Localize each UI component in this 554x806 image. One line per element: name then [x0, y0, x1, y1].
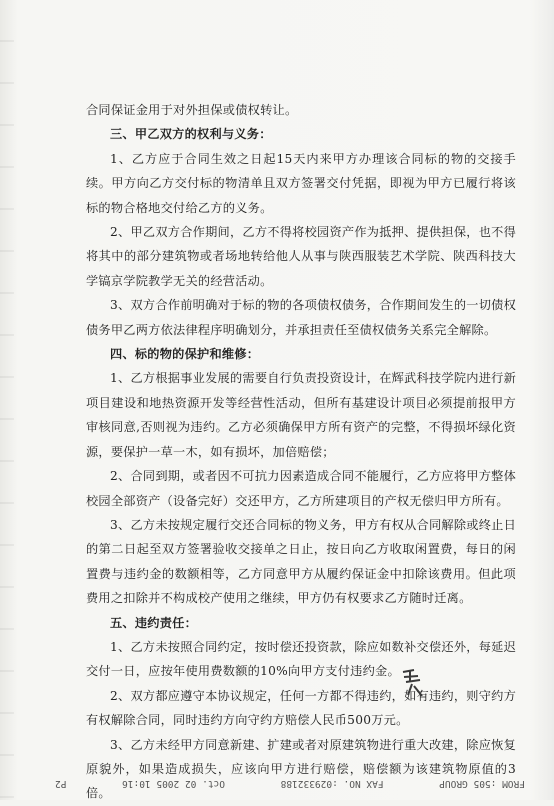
fax-number: FAX NO. :029332188	[280, 778, 384, 790]
fax-header-footer	[55, 776, 525, 792]
seal-fragment-icon	[400, 668, 430, 698]
section-heading-liability: 五、违约责任：	[110, 615, 198, 630]
clause-5-1: 1、乙方未按照合同约定，按时偿还投资款，除应如数补交偿还外，每延迟交付一日，应按年使用费数额的10%向甲方支付违约金。	[86, 639, 517, 679]
clause-3-2: 2、甲乙双方合作期间，乙方不得将校园资产作为抵押、提供担保，也不得将其中的部分建筑物或者场地转给他人从事与陕西服装艺术学院、陕西科技大学镐京学院教学无关的经营活动。	[86, 225, 517, 288]
clause-3-3: 3、双方合作前明确对于标的物的各项债权债务，合作期间发生的一切债权债务甲乙两方依法律程序明确划分，并承担责任至债权债务关系完全解除。	[86, 298, 517, 337]
contract-text	[86, 98, 516, 806]
fax-from: FROM :505 GROUP	[439, 778, 525, 790]
scan-edge-marks	[0, 0, 14, 800]
paragraph-continuation: 合同保证金用于对外担保或债权转让。	[86, 103, 298, 117]
clause-4-2: 2、合同到期，或者因不可抗力因素造成合同不能履行，乙方应将甲方整体校园全部资产（设备完好）交还甲方，乙方所建项目的产权无偿归甲方所有。	[86, 469, 517, 508]
fax-page: P2	[55, 778, 67, 790]
fax-date: Oct. 02 2005 10:16	[122, 778, 226, 790]
clause-5-3: 3、乙方未经甲方同意新建、扩建或者对原建筑物进行重大改建，除应恢复原貌外，如果造成损失，应该向甲方进行赔偿，赔偿额为该建筑物原值的3倍。	[86, 737, 517, 801]
clause-4-1: 1、乙方根据事业发展的需要自行负责投资设计，在辉武科技学院内进行新项目建设和地热资源开发等经营性活动，但所有基建设计项目必须提前报甲方审核同意,否则视为违约。乙方必须确保甲方所有资产的完整，不得损坏绿化资源，要保护一草一木，如有损坏，加倍赔偿；	[86, 371, 517, 459]
section-heading-protection-maintenance: 四、标的物的保护和维修：	[110, 347, 260, 362]
clause-4-3: 3、乙方未按规定履行交还合同标的物义务，甲方有权从合同解除或终止日的第二日起至双方签署验收交接单之日止，按日向乙方收取闲置费，每日的闲置费与违约金的数额相等，乙方同意甲方从履约保证金中扣除该费用。但此项费用之扣除并不构成校产使用之继续，甲方仍有权要求乙方随时迁离。	[86, 517, 517, 606]
clause-3-1: 1、乙方应于合同生效之日起15天内来甲方办理该合同标的物的交接手续。甲方向乙方交付标的物清单且双方签署交付凭据，即视为甲方已履行将该标的物合格地交付给乙方的义务。	[86, 151, 516, 215]
section-heading-rights-obligations: 三、甲乙双方的权利与义务：	[110, 127, 272, 142]
clause-5-2: 2、双方都应遵守本协议规定，任何一方都不得违约，如有违约，则守约方有权解除合同，同时违约方向守约方赔偿人民币500万元。	[86, 688, 517, 728]
